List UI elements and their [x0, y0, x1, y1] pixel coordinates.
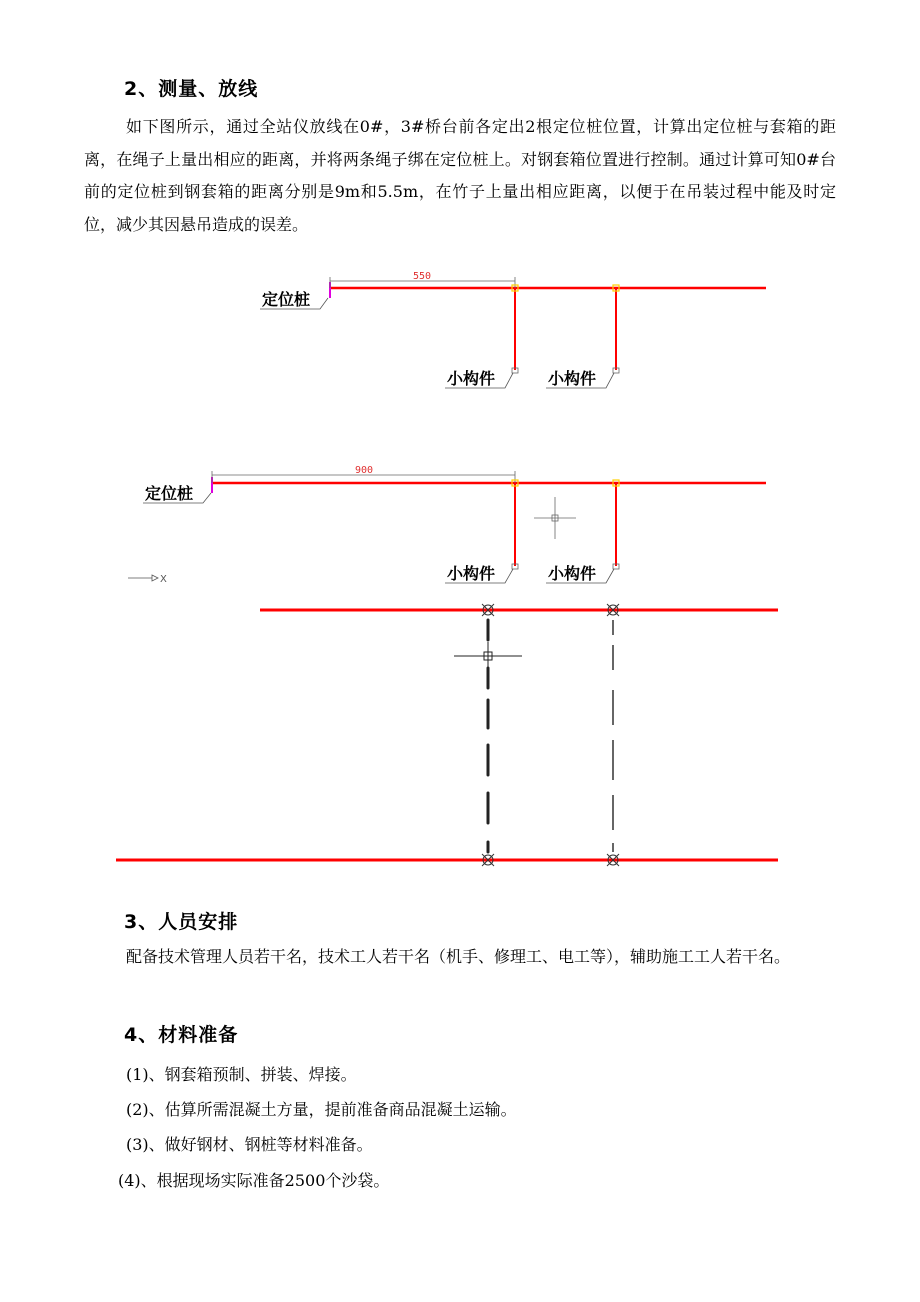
top-member-label-2: 小构件	[548, 369, 597, 388]
top-diagram	[260, 271, 766, 388]
material-item-4: (4)、根据现场实际准备2500个沙袋。	[118, 1171, 390, 1190]
section-3-paragraph: 配备技术管理人员若干名，技术工人若干名（机手、修理工、电工等），辅助施工工人若干名。	[126, 947, 791, 966]
middle-diagram	[128, 465, 766, 585]
middle-member-label-2: 小构件	[548, 564, 597, 583]
x-axis-label: X	[160, 574, 167, 585]
section-2-paragraph: 如下图所示，通过全站仪放线在0#，3#桥台前各定出2根定位桩位置，计算出定位桩与套箱的距离，在绳子上量出相应的距离，并将两条绳子绑在定位桩上。对钢套箱位置进行控制。通过计算可知0#台前的定位桩到钢套箱的距离分别是9m和5.5m，在竹子上量出相应距离，以便于在吊装过程中能及时定位，减少其因悬吊造成的误差。	[84, 117, 836, 234]
top-pile-label: 定位桩	[262, 290, 311, 309]
crosshair-cursor-icon	[454, 642, 522, 668]
middle-pile-label: 定位桩	[145, 484, 194, 503]
section-4-title: 4、材料准备	[124, 1024, 239, 1046]
middle-dimension-value: 900	[354, 465, 374, 476]
crosshair-cursor-icon	[534, 497, 576, 539]
section-3-title: 3、人员安排	[124, 911, 239, 933]
material-item-3: (3)、做好钢材、钢桩等材料准备。	[126, 1135, 373, 1154]
middle-member-label-1: 小构件	[447, 564, 496, 583]
material-item-1: (1)、钢套箱预制、拼装、焊接。	[126, 1065, 357, 1084]
x-axis-indicator-icon	[128, 575, 158, 581]
top-member-label-1: 小构件	[447, 369, 496, 388]
plan-view	[116, 604, 778, 866]
top-dimension-value: 550	[412, 271, 432, 282]
material-item-2: (2)、估算所需混凝土方量，提前准备商品混凝土运输。	[126, 1100, 517, 1119]
section-2-title: 2、测量、放线	[124, 78, 259, 100]
